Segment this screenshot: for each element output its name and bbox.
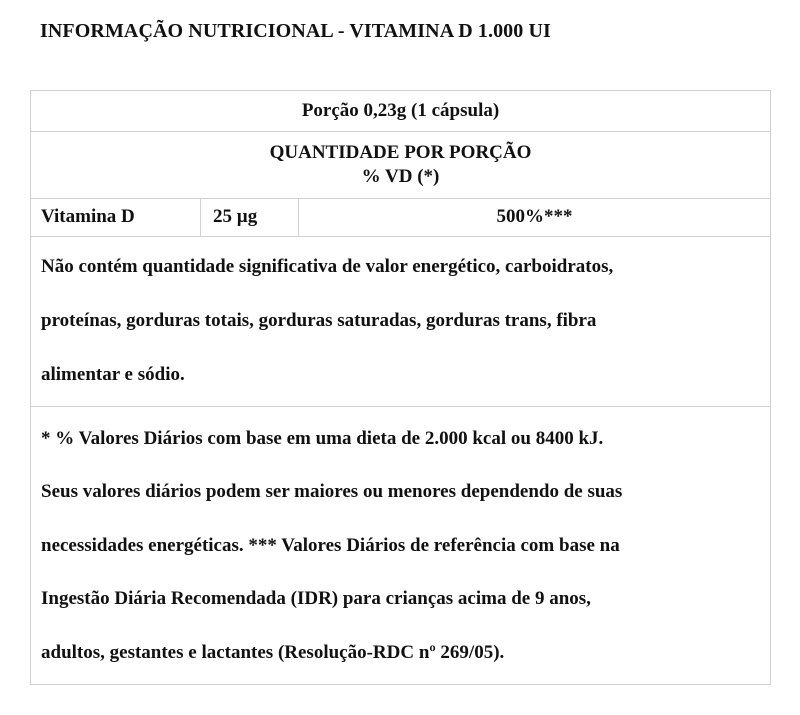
footnote [31,406,771,684]
footnote-row [31,406,771,684]
quantity-header-row [31,132,771,198]
quantity-per-portion-heading: QUANTIDADE POR PORÇÃO [269,141,532,163]
quantity-header-cell [31,132,771,198]
footnote-line: Ingestão Diária Recomendada (IDR) para crianças acima de 9 anos, [41,588,591,610]
note-line: alimentar e sódio. [41,364,185,386]
nutrient-name: Vitamina D [31,198,201,236]
footnote-line: adultos, gestantes e lactantes (Resolução-RDC nº 269/05). [41,641,505,663]
footnote-line: * % Valores Diários com base em uma dieta de 2.000 kcal ou 8400 kJ. [41,427,604,449]
footnote-line: Seus valores diários podem ser maiores ou menores dependendo de suas [41,481,623,503]
nutrient-daily-value: 500%*** [299,198,771,236]
page-title: INFORMAÇÃO NUTRICIONAL - VITAMINA D 1.000 UI [40,20,551,42]
nutrient-row [31,198,771,236]
nutrition-facts-table [30,90,771,685]
daily-value-heading: % VD (*) [361,165,440,187]
not-significant-note-row [31,236,771,406]
footnote-line: necessidades energéticas. *** Valores Diários de referência com base na [41,534,620,556]
portion-size: Porção 0,23g (1 cápsula) [31,91,771,132]
portion-row [31,91,771,132]
nutrient-amount: 25 µg [201,198,299,236]
note-line: Não contém quantidade significativa de valor energético, carboidratos, [41,256,614,278]
not-significant-note [31,236,771,406]
note-line: proteínas, gorduras totais, gorduras saturadas, gorduras trans, fibra [41,310,597,332]
